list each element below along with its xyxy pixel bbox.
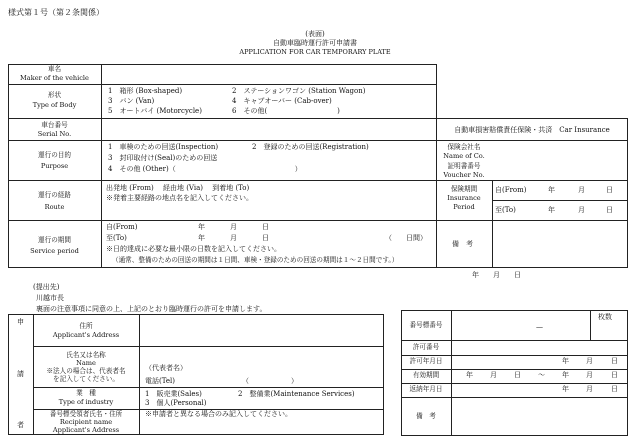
- industry-label-en: Type of industry: [58, 398, 114, 406]
- insurance-to-month: 月: [578, 206, 585, 214]
- application-date[interactable]: 年 月 日: [472, 271, 521, 279]
- address-input[interactable]: [141, 316, 382, 345]
- insurance-from: 自(From): [495, 186, 527, 194]
- address-label-ja: 住所: [79, 322, 93, 330]
- route-points[interactable]: 出発地 (From) 経由地 (Via) 到着地 (To): [106, 184, 250, 192]
- valid-tilde: ～: [538, 371, 545, 379]
- permit-date-month: 月: [586, 357, 593, 365]
- industry-label-ja: 業 種: [76, 389, 96, 397]
- insurance-from-year: 年: [548, 186, 555, 194]
- purpose-option-3[interactable]: 3 封印取付け(Seal)のための回送: [108, 154, 218, 162]
- industry-option-3[interactable]: 3 個人(Personal): [145, 399, 207, 407]
- period-to: 至(To): [106, 234, 127, 242]
- valid-to-year: 年: [562, 371, 569, 379]
- insurance-to-day: 日: [606, 206, 613, 214]
- route-label-en: Route: [44, 203, 65, 211]
- permit-date-label: 許可年月日: [409, 357, 443, 365]
- period-from-month: 月: [230, 223, 237, 231]
- office-remarks-label: 備 考: [416, 412, 436, 420]
- period-days[interactable]: （ 日間）: [385, 234, 427, 242]
- period-to-month: 月: [230, 234, 237, 242]
- serial-input[interactable]: [102, 119, 435, 139]
- serial-label-ja: 車台番号: [41, 121, 68, 129]
- recipient-label-en1: Recipient name: [59, 418, 113, 426]
- form-number: 様式第１号（第２条関係）: [8, 8, 104, 17]
- title-en: APPLICATION FOR CAR TEMPORARY PLATE: [239, 48, 391, 56]
- maker-input[interactable]: [102, 65, 436, 83]
- applicant-side-1: 申: [17, 318, 24, 326]
- recipient-note: ※申請者と異なる場合のみ記入してください。: [145, 410, 292, 418]
- industry-option-2[interactable]: 2 整備業(Maintenance Services): [238, 390, 355, 398]
- permit-date-year: 年: [562, 357, 569, 365]
- valid-to-month: 月: [586, 371, 593, 379]
- face-label: (表面): [305, 30, 325, 38]
- serial-label-en: Serial No.: [37, 130, 72, 138]
- insurance-period-en2: Period: [453, 203, 475, 211]
- valid-period-label: 有効期間: [412, 371, 440, 379]
- body-option-5[interactable]: 5 オートバイ (Motorcycle): [108, 107, 202, 115]
- consent-statement: 裏面の注意事項に同意の上、上記のとおり臨時運行の許可を申請します。: [36, 305, 267, 313]
- period-label-ja: 運行の期間: [38, 236, 71, 244]
- submit-to: (提出先): [33, 283, 60, 291]
- period-to-day: 日: [262, 234, 269, 242]
- body-option-3[interactable]: 3 バン (Van): [108, 97, 155, 105]
- insurance-to: 至(To): [495, 206, 516, 214]
- period-note-1: ※日的達成に必要な最小限の日数を記入してください。: [106, 245, 281, 253]
- purpose-option-4[interactable]: 4 その他 (Other)（ ）: [108, 165, 302, 173]
- purpose-label-ja: 運行の目的: [38, 151, 71, 159]
- period-from: 自(From): [106, 223, 138, 231]
- period-label-en: Service period: [30, 247, 79, 255]
- name-note-2: を記入してください。: [53, 375, 119, 383]
- applicant-side-2: 請: [17, 370, 24, 378]
- route-label-ja: 運行の経路: [38, 191, 71, 199]
- name-label-ja: 氏名又は名称: [66, 351, 106, 359]
- recipient-input[interactable]: [141, 420, 382, 433]
- industry-option-1[interactable]: 1 販売業(Sales): [145, 390, 202, 398]
- insurance-voucher-ja: 証明書番号: [447, 162, 481, 170]
- return-date-month: 月: [586, 385, 593, 393]
- recipient-label-en2: Applicant's Address: [52, 426, 120, 434]
- insurance-voucher-en: Voucher No.: [443, 171, 485, 179]
- recipient-label-ja: 番号標受領者氏名・住所: [49, 410, 123, 418]
- office-remarks-input[interactable]: [453, 399, 626, 434]
- maker-label-ja: 車名: [47, 65, 62, 73]
- period-from-day: 日: [262, 223, 269, 231]
- applicant-side-3: 者: [17, 421, 24, 429]
- name-label-en: Name: [76, 359, 96, 367]
- representative-label[interactable]: （代表者名）: [145, 364, 187, 372]
- body-option-6[interactable]: 6 その他( ): [232, 107, 340, 115]
- sheets-label: 枚数: [598, 313, 612, 321]
- body-option-1[interactable]: 1 箱形 (Box-shaped): [108, 87, 183, 95]
- return-date-day: 日: [611, 385, 618, 393]
- plate-number-dash: —: [536, 323, 543, 331]
- return-date-year: 年: [562, 385, 569, 393]
- permit-number-input[interactable]: [453, 342, 626, 354]
- body-label-en: Type of Body: [32, 101, 77, 109]
- period-from-year: 年: [198, 223, 205, 231]
- period-note-2: （通常、整備のための回送の期間は１日間、車検・登録のための回送の期間は１～２日間です。）: [112, 256, 399, 264]
- insurance-period-en1: Insurance: [447, 194, 481, 202]
- plate-number-label: 番号標番号: [409, 321, 443, 329]
- insurance-company-ja: 保険会社名: [447, 143, 481, 151]
- insurance-from-month: 月: [578, 186, 585, 194]
- insurance-from-day: 日: [606, 186, 613, 194]
- body-label-ja: 形状: [47, 91, 62, 99]
- main-remarks-label: 備 考: [452, 240, 473, 248]
- body-option-4[interactable]: 4 キャブオーバー (Cab-over): [232, 97, 332, 105]
- maker-label-en: Maker of the vehicle: [20, 74, 89, 82]
- valid-to-day: 日: [611, 371, 618, 379]
- main-remarks-input[interactable]: [494, 222, 626, 266]
- route-note: ※発着主要経路の地点名を記入してください。: [106, 194, 253, 202]
- tel-input[interactable]: （ ）: [242, 377, 298, 385]
- insurance-period-ja: 保険期間: [450, 185, 478, 193]
- permit-date-day: 日: [611, 357, 618, 365]
- address-label-en: Applicant's Address: [52, 331, 120, 339]
- insurance-company-en: Name of Co.: [443, 152, 485, 160]
- mayor: 川越市長: [36, 294, 64, 302]
- valid-from-month: 月: [490, 371, 497, 379]
- valid-from-day: 日: [514, 371, 521, 379]
- purpose-option-1[interactable]: 1 車検のための回送(Inspection): [108, 143, 219, 151]
- tel-label[interactable]: 電話(Tel): [145, 377, 175, 385]
- title-ja: 自動車臨時運行許可申請書: [273, 39, 357, 47]
- insurance-company-input[interactable]: [494, 142, 626, 179]
- valid-from-year: 年: [466, 371, 473, 379]
- purpose-label-en: Purpose: [40, 162, 69, 170]
- insurance-to-year: 年: [548, 206, 555, 214]
- name-note-1: ※法人の場合は、代表者名: [46, 367, 126, 375]
- body-option-2[interactable]: 2 ステーションワゴン (Station Wagon): [232, 87, 366, 95]
- purpose-option-2[interactable]: 2 登録のための回送(Registration): [252, 143, 369, 151]
- permit-number-label: 許可番号: [412, 343, 440, 351]
- insurance-header: 自動車損害賠償責任保険・共済 Car Insurance: [454, 126, 610, 134]
- return-date-label: 返納年月日: [409, 385, 443, 393]
- period-to-year: 年: [198, 234, 205, 242]
